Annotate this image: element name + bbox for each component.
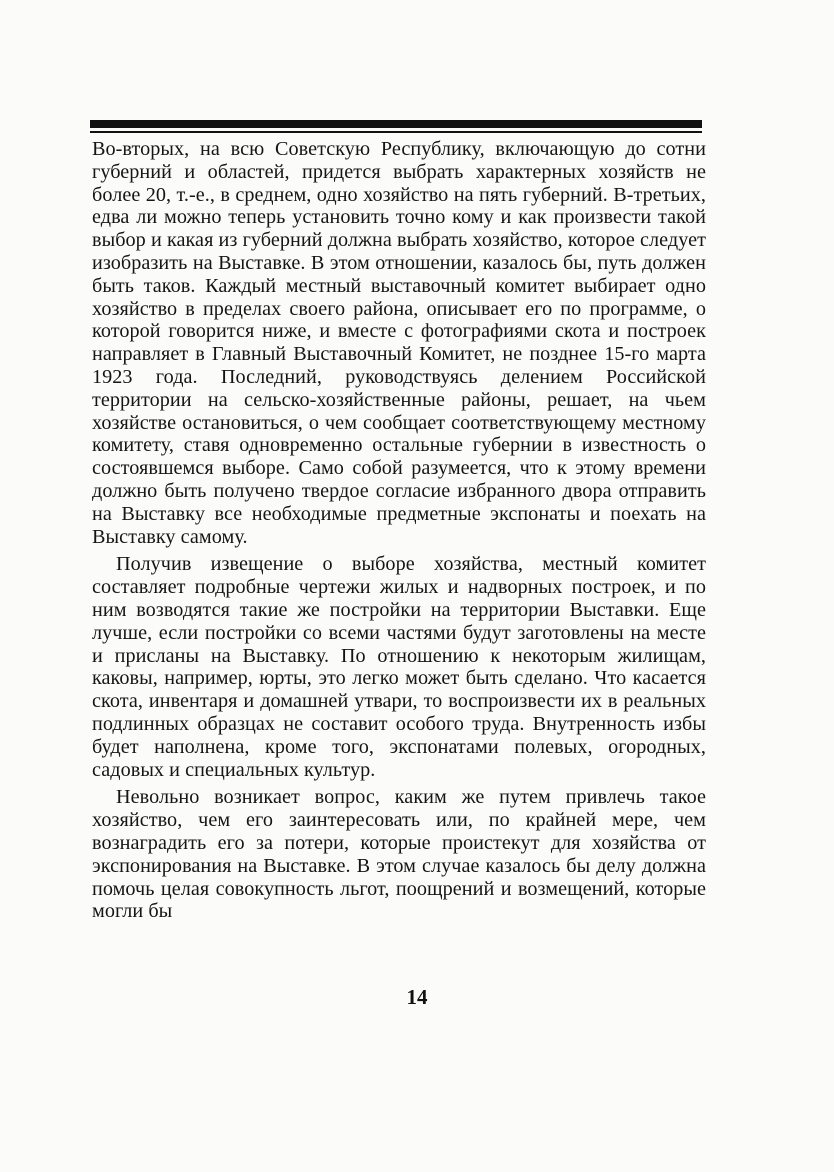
header-rule-thin (90, 131, 702, 133)
paragraph-3: Невольно возникает вопрос, каким же путем привлечь такое хозяйство, чем его заинтересовать или, по крайней мере, чем вознаградить его за потери, которые проистекут для хозяйства от экспонирования на Выставке. В этом случае казалось бы делу должна помочь целая совокупность льгот, поощрений и возмещений, которые могли бы (92, 786, 706, 923)
body-text (92, 138, 706, 928)
paragraph-1: Во-вторых, на всю Советскую Республику, включающую до сотни губерний и областей, придется выбрать характерных хозяйств не более 20, т.-е., в среднем, одно хозяйство на пять губерний. В-третьих, едва ли можно теперь установить точно кому и как произвести такой выбор и какая из губерний должна выбрать хозяйство, которое следует изобразить на Выставке. В этом отношении, казалось бы, путь должен быть таков. Каждый местный выставочный комитет выбирает одно хозяйство в пределах своего района, описывает его по программе, о которой говорится ниже, и вместе с фотографиями скота и построек направляет в Главный Выставочный Комитет, не позднее 15-го марта 1923 года. Последний, руководствуясь делением Российской территории на сельско-хозяйственные районы, решает, на чьем хозяйстве остановиться, о чем сообщает соответствующему местному комитету, ставя одновременно остальные губернии в известность о состоявшемся выборе. Само собой разумеется, что к этому времени должно быть получено твердое согласие избранного двора отправить на Выставку все необходимые предметные экспонаты и поехать на Выставку самому. (92, 138, 706, 548)
paragraph-2: Получив извещение о выборе хозяйства, местный комитет составляет подробные чертежи жилых и надворных построек, и по ним возводятся такие же постройки на территории Выставки. Еще лучше, если постройки со всеми частями будут заготовлены на месте и присланы на Выставку. По отношению к некоторым жилищам, каковы, например, юрты, это легко может быть сделано. Что касается скота, инвентаря и домашней утвари, то воспроизвести их в реальных подлинных образцах не составит особого труда. Внутренность избы будет наполнена, кроме того, экспонатами полевых, огородных, садовых и специальных культур. (92, 553, 706, 781)
page-number: 14 (406, 985, 428, 1009)
header-rule-thick (90, 120, 702, 128)
